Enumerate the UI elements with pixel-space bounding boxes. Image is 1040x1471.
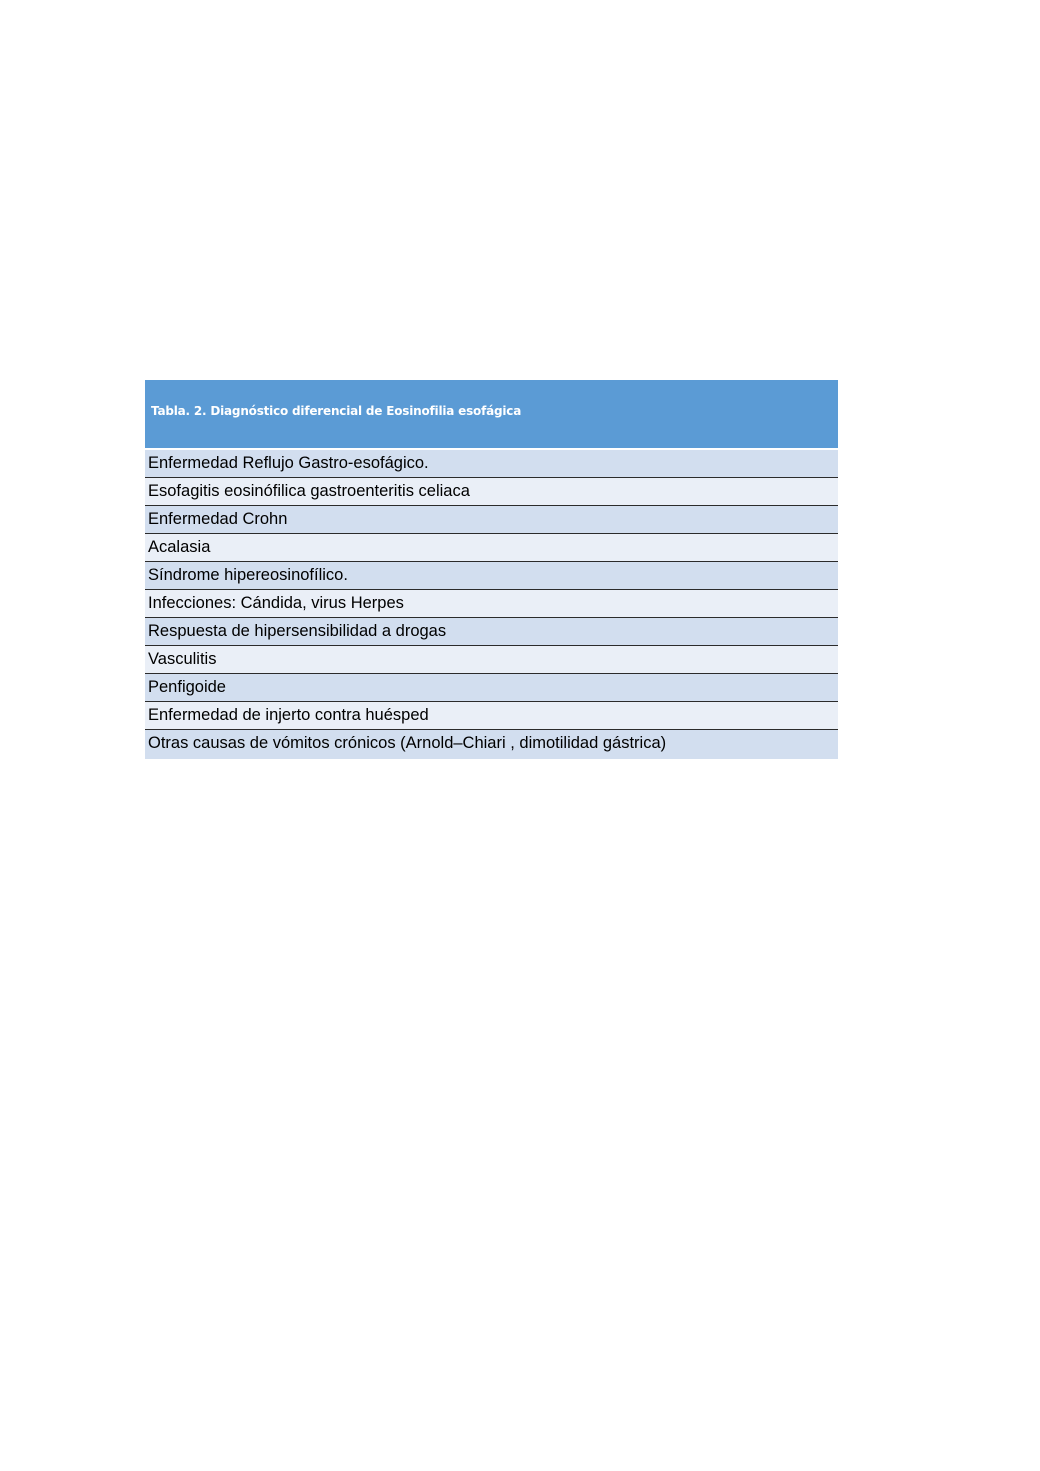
table-row: Acalasia xyxy=(145,534,838,562)
table-title: Tabla. 2. Diagnóstico diferencial de Eosinofilia esofágica xyxy=(151,404,522,418)
table-row: Enfermedad de injerto contra huésped xyxy=(145,702,838,730)
table-row: Esofagitis eosinófilica gastroenteritis celiaca xyxy=(145,478,838,506)
table-row: Enfermedad Crohn xyxy=(145,506,838,534)
table-row: Infecciones: Cándida, virus Herpes xyxy=(145,590,838,618)
table-row: Otras causas de vómitos crónicos (Arnold–Chiari , dimotilidad gástrica) xyxy=(145,730,838,759)
table-row: Síndrome hipereosinofílico. xyxy=(145,562,838,590)
table-row: Enfermedad Reflujo Gastro-esofágico. xyxy=(145,450,838,478)
table-row: Respuesta de hipersensibilidad a drogas xyxy=(145,618,838,646)
table-row: Penfigoide xyxy=(145,674,838,702)
table-row: Vasculitis xyxy=(145,646,838,674)
differential-diagnosis-table xyxy=(145,380,838,759)
table-header xyxy=(145,380,838,450)
